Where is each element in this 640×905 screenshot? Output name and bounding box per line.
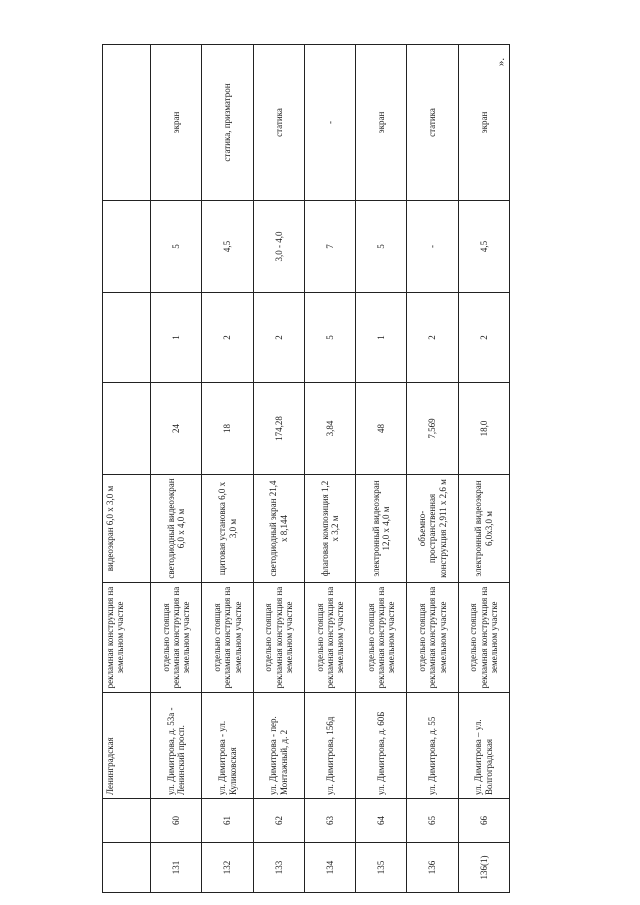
cell-n2: 64 xyxy=(356,799,407,843)
cell-area: 18,0 xyxy=(458,383,509,475)
cell-address: ул. Димитрова, д. 60Б xyxy=(356,693,407,799)
table-row xyxy=(458,45,509,893)
cell-count xyxy=(103,293,151,383)
cell-count: 2 xyxy=(407,293,458,383)
cell-n2: 66 xyxy=(458,799,509,843)
cell-type: отдельно стоящая рекламная конструкция на земельном участке xyxy=(407,583,458,693)
cell-form: щитовая установка 6,0 х 3,0 м xyxy=(202,475,253,583)
cell-type: рекламная конструкция на земельном участке xyxy=(103,583,151,693)
cell-n2 xyxy=(103,799,151,843)
cell-height: 5 xyxy=(356,201,407,293)
cell-no: 133 xyxy=(253,843,304,893)
cell-area: 3,84 xyxy=(304,383,355,475)
cell-area xyxy=(103,383,151,475)
cell-height: 3,0 - 4,0 xyxy=(253,201,304,293)
cell-address: Ленинградская xyxy=(103,693,151,799)
cell-n2: 60 xyxy=(151,799,202,843)
cell-no: 131 xyxy=(151,843,202,893)
cell-count: 5 xyxy=(304,293,355,383)
cell-height: 5 xyxy=(151,201,202,293)
table-row xyxy=(407,45,458,893)
cell-count: 2 xyxy=(202,293,253,383)
closing-quote-mark: ». xyxy=(495,57,507,67)
cell-area: 24 xyxy=(151,383,202,475)
cell-type: отдельно стоящая рекламная конструкция на земельном участке xyxy=(202,583,253,693)
cell-n2: 61 xyxy=(202,799,253,843)
cell-address: ул. Димитрова, 156д xyxy=(304,693,355,799)
cell-no xyxy=(103,843,151,893)
table-row-continuation xyxy=(103,45,151,893)
cell-n2: 63 xyxy=(304,799,355,843)
cell-address: ул. Димитрова – ул. Волгоградская xyxy=(458,693,509,799)
cell-mode: статика, призматрон xyxy=(202,45,253,201)
cell-address: ул. Димитрова, д. 55 xyxy=(407,693,458,799)
cell-type: отдельно стоящая рекламная конструкция на земельном участке xyxy=(458,583,509,693)
cell-height: - xyxy=(407,201,458,293)
cell-type: отдельно стоящая рекламная конструкция на земельном участке xyxy=(151,583,202,693)
cell-height xyxy=(103,201,151,293)
cell-height: 7 xyxy=(304,201,355,293)
cell-type: отдельно стоящая рекламная конструкция на земельном участке xyxy=(304,583,355,693)
cell-type: отдельно стоящая рекламная конструкция на земельном участке xyxy=(356,583,407,693)
cell-type: отдельно стоящая рекламная конструкция на земельном участке xyxy=(253,583,304,693)
cell-count: 1 xyxy=(151,293,202,383)
table-row xyxy=(151,45,202,893)
cell-n2: 62 xyxy=(253,799,304,843)
table-row xyxy=(202,45,253,893)
table-row xyxy=(253,45,304,893)
cell-count: 1 xyxy=(356,293,407,383)
cell-count: 2 xyxy=(253,293,304,383)
cell-form: объемно-пространственная конструкция 2,911 х 2,6 м xyxy=(407,475,458,583)
cell-form: светодиодный экран 21,4 х 8,144 xyxy=(253,475,304,583)
cell-area: 7,569 xyxy=(407,383,458,475)
cell-mode: экран xyxy=(356,45,407,201)
cell-mode: статика xyxy=(253,45,304,201)
cell-form: электронный видеоэкран 6,0х3,0 м xyxy=(458,475,509,583)
cell-form: флаговая композиция 1,2 х 3,2 м xyxy=(304,475,355,583)
rotated-table-wrapper xyxy=(102,45,510,893)
table-row xyxy=(356,45,407,893)
cell-mode: статика xyxy=(407,45,458,201)
cell-no: 134 xyxy=(304,843,355,893)
cell-no: 136(1) xyxy=(458,843,509,893)
cell-mode xyxy=(103,45,151,201)
table-row xyxy=(304,45,355,893)
cell-no: 135 xyxy=(356,843,407,893)
cell-mode: экран xyxy=(151,45,202,201)
cell-form: электронный видеоэкран 12,0 х 4,0 м xyxy=(356,475,407,583)
cell-no: 132 xyxy=(202,843,253,893)
cell-area: 48 xyxy=(356,383,407,475)
advertising-structures-table xyxy=(102,44,510,893)
cell-height: 4,5 xyxy=(458,201,509,293)
cell-mode: - xyxy=(304,45,355,201)
cell-address: ул. Димитрова - ул. Куликовская xyxy=(202,693,253,799)
cell-area: 174,28 xyxy=(253,383,304,475)
cell-n2: 65 xyxy=(407,799,458,843)
cell-address: ул. Димитрова, д. 53а - Ленинский просп. xyxy=(151,693,202,799)
cell-mode: экран xyxy=(458,45,509,201)
cell-area: 18 xyxy=(202,383,253,475)
cell-form: видеоэкран 6,0 х 3,0 м xyxy=(103,475,151,583)
cell-address: ул. Димитрова - пер. Монтажный, д. 2 xyxy=(253,693,304,799)
cell-height: 4,5 xyxy=(202,201,253,293)
cell-form: светодиодный видеоэкран 6,0 х 4,0 м xyxy=(151,475,202,583)
cell-no: 136 xyxy=(407,843,458,893)
cell-count: 2 xyxy=(458,293,509,383)
